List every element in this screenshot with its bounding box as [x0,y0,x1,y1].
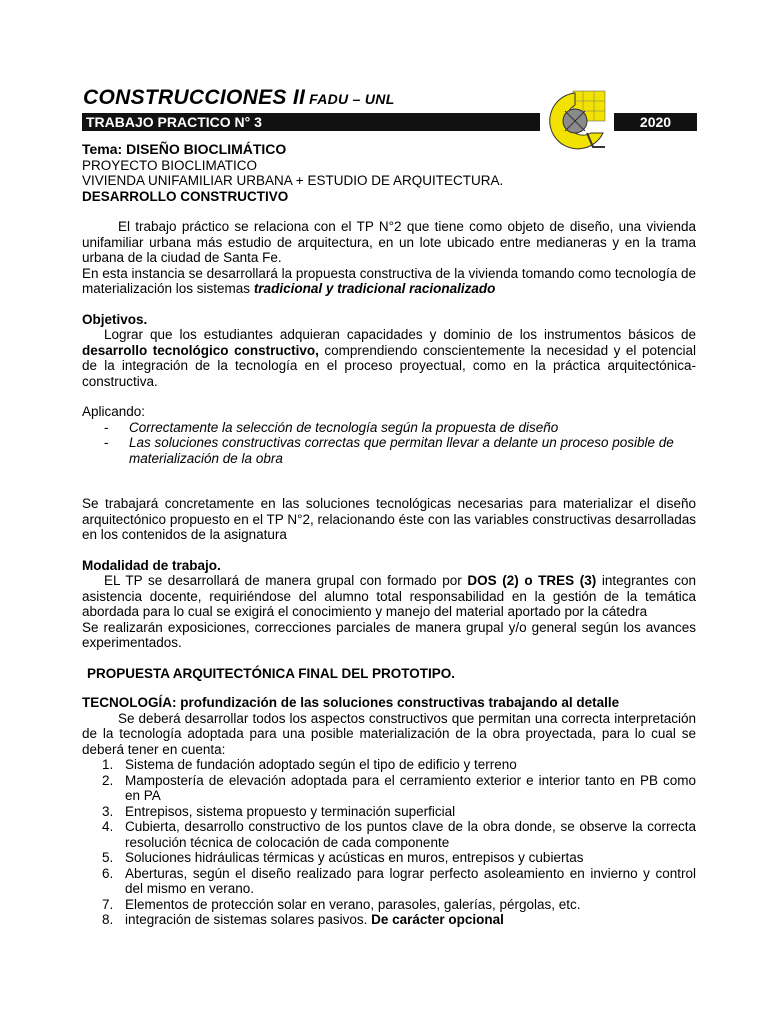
list-number: 8. [102,912,114,927]
list-item: - Las soluciones constructivas correctas que permitan llevar a delante un proceso posible de materialización de la obra [104,435,674,466]
objetivos-heading: Objetivos. [82,311,148,327]
modalidad-text-d: Se realizarán exposiciones, correcciones parciales de manera grupal y/o general según los avances experimentados. [82,619,696,650]
year-badge: 2020 [614,113,697,131]
intro-line-3: DESARROLLO CONSTRUCTIVO [82,188,289,204]
modalidad-text-b: DOS (2) o TRES (3) [467,573,597,588]
tema-heading: Tema: DISEÑO BIOCLIMÁTICO [82,141,287,157]
document-body [82,142,696,928]
tecnologia-list [82,757,696,928]
aplicando-heading: Aplicando: [82,404,146,419]
list-item: - Correctamente la selección de tecnología según la propuesta de diseño [104,419,559,435]
list-item-text: Mampostería de elevación adoptada para el cerramiento exterior e interior tanto en PB como en PA [125,772,696,803]
list-item-text: Entrepisos, sistema propuesto y terminación superficial [125,803,456,819]
list-number: 1. [102,757,114,772]
optional-note: De carácter opcional [371,912,504,927]
list-item [82,897,696,913]
list-item [82,912,696,928]
list-item-text: Cubierta, desarrollo constructivo de los puntos clave de la obra donde, se observe la correcta resolución técnica de colocación de cada componente [125,819,696,850]
list-item [82,850,696,866]
list-item-text: Aberturas, según el diseño realizado para lograr perfecto asoleamiento en invierno y control del mismo en verano. [125,865,696,896]
intro-line-1: PROYECTO BIOCLIMATICO [82,157,258,173]
paragraph-1: El trabajo práctico se relaciona con el TP N°2 que tiene como objeto de diseño, una vivienda unifamiliar urbana más estudio de arquitectura, en un lote ubicado entre medianeras y en la trama urbana de la ciudad de Santa Fe. [82,219,696,265]
objetivos-text-a: Lograr que los estudiantes adquieran capacidades y dominio de los instrumentos básicos de [104,327,696,342]
modalidad-text-c: integrantes con asistencia docente, requiriéndose del alumno total responsabilidad en la gestión de la temática abordada para lo cual se exigirá el conocimiento y manejo del material aportado por la cátedra [82,573,696,619]
tecnologia-heading: TECNOLOGÍA: profundización de las soluciones constructivas trabajando al detalle [82,695,620,710]
course-title [83,86,395,109]
list-item-text: integración de sistemas solares pasivos. [125,912,372,927]
objetivos-text-b: desarrollo tecnológico constructivo, [82,342,319,358]
modalidad-heading: Modalidad de trabajo. [82,557,221,573]
propuesta-heading: PROPUESTA ARQUITECTÓNICA FINAL DEL PROTOTIPO. [87,665,456,681]
modalidad-text-a: EL TP se desarrollará de manera grupal con formado por [104,573,468,588]
intro-line-2: VIVIENDA UNIFAMILIAR URBANA + ESTUDIO DE ARQUITECTURA. [82,173,504,188]
paragraph-2 [82,266,696,297]
list-item [82,773,696,804]
paragraph-3: Se trabajará concretamente en las soluciones tecnológicas necesarias para materializar el diseño arquitectónico propuesto en el TP N°2, relacionando éste con las variables constructivas desarrolladas en los contenidos de la asignatura [82,496,696,542]
faculty-name: FADU – UNL [309,91,395,107]
list-item-text: Soluciones hidráulicas térmicas y acústicas en muros, entrepisos y cubiertas [125,850,584,865]
course-name: CONSTRUCCIONES II [83,86,306,109]
list-number: 4. [102,819,114,834]
list-item-text: Elementos de protección solar en verano, parasoles, galerías, pérgolas, etc. [125,896,581,912]
list-item [82,819,696,850]
list-item-text: Las soluciones constructivas correctas que permitan llevar a delante un proceso posible de materialización de la obra [129,435,674,466]
paragraph-2-text: En esta instancia se desarrollará la propuesta constructiva de la vivienda tomando como tecnología de materialización los sistemas [82,265,696,296]
assignment-bar: TRABAJO PRACTICO N° 3 [82,113,540,131]
objetivos-text-c: comprendiendo conscientemente la necesidad y el potencial de la integración de la tecnología en el proceso proyectual, como en la práctica arquitectónica-constructiva. [82,342,696,389]
list-item-text: Sistema de fundación adoptado según el tipo de edificio y terreno [125,757,517,772]
list-item [82,866,696,897]
list-item [82,757,696,773]
list-number: 7. [102,896,114,912]
tecnologia-text: Se deberá desarrollar todos los aspectos constructivos que permitan una correcta interpretación de la tecnología adoptada para una posible materialización de la obra proyectada, para lo cual se deberá tener en cuenta: [82,710,696,757]
list-number: 5. [102,850,114,865]
objetivos-text [82,327,696,389]
list-number: 3. [102,803,114,819]
aplicando-list [82,420,696,467]
list-number: 6. [102,865,114,881]
list-item-text: Correctamente la selección de tecnología según la propuesta de diseño [129,419,559,435]
list-item [82,804,696,820]
list-number: 2. [102,772,114,788]
paragraph-2-emphasis: tradicional y tradicional racionalizado [253,281,496,296]
modalidad-text [82,573,696,620]
